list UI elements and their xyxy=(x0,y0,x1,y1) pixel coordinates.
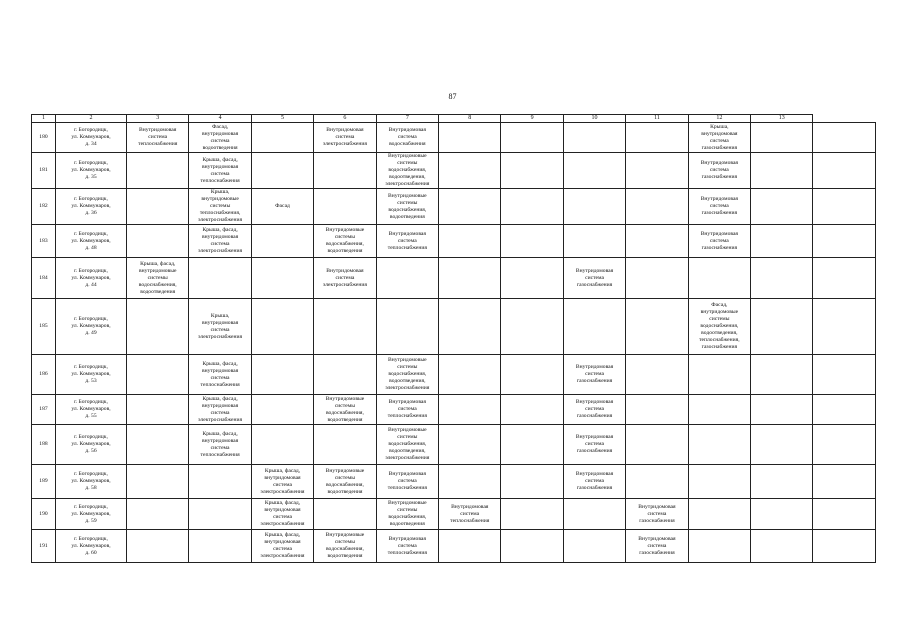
work-cell xyxy=(563,530,625,563)
work-cell xyxy=(439,189,501,225)
work-cell xyxy=(251,225,313,258)
work-text: Внутридомовая система электроснабжения xyxy=(322,267,367,288)
work-cell xyxy=(314,465,376,499)
address-cell xyxy=(56,189,127,225)
work-cell xyxy=(751,465,813,499)
work-cell xyxy=(563,499,625,530)
work-cell xyxy=(626,465,688,499)
work-cell xyxy=(251,189,313,225)
work-cell xyxy=(626,299,688,355)
work-text: Внутридомовая система газоснабжения xyxy=(575,267,614,288)
work-cell xyxy=(563,299,625,355)
work-cell xyxy=(376,530,438,563)
work-cell xyxy=(127,299,189,355)
work-cell xyxy=(501,299,563,355)
work-cell xyxy=(563,395,625,425)
work-cell xyxy=(626,123,688,153)
column-header: 12 xyxy=(688,115,750,123)
address-text: г. Богородицк, ул. Коммунаров, д. 49 xyxy=(71,316,111,336)
work-cell xyxy=(563,225,625,258)
work-cell xyxy=(376,258,438,299)
page-number: 87 xyxy=(448,92,457,101)
work-text: Внутридомовая система водоснабжения xyxy=(388,127,426,147)
work-text: Внутридомовая система теплоснабжения xyxy=(387,535,427,556)
work-text: Крыша, фасад, внутридомовая система электроснабжения xyxy=(260,532,305,559)
table-row xyxy=(32,189,876,225)
work-cell xyxy=(189,355,251,395)
work-cell xyxy=(376,153,438,189)
table-row xyxy=(32,153,876,189)
row-number: 181 xyxy=(32,153,56,189)
work-cell xyxy=(189,499,251,530)
work-cell xyxy=(813,225,876,258)
work-cell xyxy=(314,499,376,530)
work-cell xyxy=(439,530,501,563)
header-row xyxy=(32,115,876,123)
work-cell xyxy=(376,395,438,425)
work-cell xyxy=(563,465,625,499)
work-cell xyxy=(813,189,876,225)
work-cell xyxy=(314,258,376,299)
work-cell xyxy=(626,153,688,189)
work-text: Внутридомовая система газоснабжения xyxy=(700,160,739,180)
work-cell xyxy=(501,530,563,563)
work-cell xyxy=(314,395,376,425)
work-text: Внутридомовая система газоснабжения xyxy=(638,535,676,556)
work-cell xyxy=(688,189,750,225)
work-cell xyxy=(127,225,189,258)
work-cell xyxy=(501,395,563,425)
row-number: 184 xyxy=(32,258,56,299)
address-text: г. Богородицк, ул. Коммунаров, д. 60 xyxy=(71,535,111,556)
work-cell xyxy=(189,395,251,425)
work-cell xyxy=(251,465,313,499)
work-cell xyxy=(314,225,376,258)
work-cell xyxy=(563,189,625,225)
work-cell xyxy=(751,425,813,465)
work-text: Крыша, фасад, внутридомовая система электроснабжения xyxy=(198,227,243,254)
work-cell xyxy=(501,499,563,530)
address-text: г. Богородицк, ул. Коммунаров, д. 56 xyxy=(71,434,111,454)
work-cell xyxy=(251,499,313,530)
work-cell xyxy=(626,499,688,530)
address-cell xyxy=(56,299,127,355)
work-cell xyxy=(751,123,813,153)
work-cell xyxy=(314,153,376,189)
work-cell xyxy=(314,299,376,355)
work-cell xyxy=(439,499,501,530)
work-text: Крыша, фасад, внутридомовая система теплоснабжения xyxy=(200,156,240,184)
work-text: Внутридомовая система газоснабжения xyxy=(575,399,614,419)
work-text: Крыша, фасад, внутридомовая система электроснабжения xyxy=(198,395,243,423)
address-cell xyxy=(56,465,127,499)
work-cell xyxy=(189,299,251,355)
work-cell xyxy=(501,355,563,395)
work-cell xyxy=(439,395,501,425)
work-text: Крыша, внутридомовые системы теплоснабжения, электроснабжения xyxy=(198,189,243,223)
work-cell xyxy=(751,530,813,563)
work-cell xyxy=(751,153,813,189)
work-text: Внутридомовые системы водоснабжения, водоотведения, электроснабжения xyxy=(385,357,430,391)
work-cell xyxy=(626,395,688,425)
address-text: г. Богородицк, ул. Коммунаров, д. 36 xyxy=(71,196,111,216)
work-cell xyxy=(563,258,625,299)
work-cell xyxy=(251,123,313,153)
work-text: Фасад xyxy=(275,203,290,209)
work-cell xyxy=(688,225,750,258)
work-cell xyxy=(751,225,813,258)
row-number: 191 xyxy=(32,530,56,563)
work-cell xyxy=(563,153,625,189)
work-text: Крыша, фасад, внутридомовая система электроснабжения xyxy=(260,467,305,495)
work-cell xyxy=(626,189,688,225)
work-cell xyxy=(813,153,876,189)
work-cell xyxy=(501,425,563,465)
work-cell xyxy=(314,123,376,153)
work-cell xyxy=(751,258,813,299)
work-cell xyxy=(626,355,688,395)
work-cell xyxy=(189,153,251,189)
work-cell xyxy=(127,153,189,189)
work-text: Внутридомовые системы водоснабжения, водоотведения xyxy=(325,395,365,423)
work-cell xyxy=(688,153,750,189)
work-cell xyxy=(439,258,501,299)
work-cell xyxy=(688,499,750,530)
column-header: 7 xyxy=(376,115,438,123)
work-cell xyxy=(813,258,876,299)
table-header xyxy=(32,115,876,123)
work-text: Внутридомовые системы водоснабжения, водоотведения xyxy=(325,532,365,559)
work-cell xyxy=(626,225,688,258)
work-cell xyxy=(501,189,563,225)
table-row xyxy=(32,425,876,465)
address-text: г. Богородицк, ул. Коммунаров, д. 48 xyxy=(71,230,111,251)
work-cell xyxy=(251,299,313,355)
work-cell xyxy=(813,299,876,355)
work-cell xyxy=(189,530,251,563)
work-cell xyxy=(563,123,625,153)
work-cell xyxy=(251,395,313,425)
work-text: Фасад, внутридомовая система водоотведения xyxy=(201,123,239,151)
address-cell xyxy=(56,530,127,563)
work-cell xyxy=(127,425,189,465)
column-header: 8 xyxy=(439,115,501,123)
row-number: 190 xyxy=(32,499,56,530)
work-cell xyxy=(439,355,501,395)
work-text: Крыша, внутридомовая система газоснабжения xyxy=(701,123,738,151)
column-header: 4 xyxy=(189,115,251,123)
work-cell xyxy=(688,123,750,153)
work-cell xyxy=(688,530,750,563)
work-cell xyxy=(376,355,438,395)
work-cell xyxy=(189,425,251,465)
work-cell xyxy=(127,395,189,425)
work-text: Внутридомовая система газоснабжения xyxy=(700,230,739,251)
work-cell xyxy=(501,465,563,499)
work-cell xyxy=(813,499,876,530)
address-text: г. Богородицк, ул. Коммунаров, д. 53 xyxy=(71,364,111,384)
row-number: 187 xyxy=(32,395,56,425)
table-row xyxy=(32,258,876,299)
work-cell xyxy=(439,425,501,465)
table-row xyxy=(32,530,876,563)
work-cell xyxy=(376,225,438,258)
address-cell xyxy=(56,123,127,153)
work-cell xyxy=(251,355,313,395)
work-text: Крыша, фасад, внутридомовая система теплоснабжения xyxy=(200,360,240,388)
work-cell xyxy=(688,395,750,425)
work-cell xyxy=(376,465,438,499)
column-header: 2 xyxy=(56,115,127,123)
work-cell xyxy=(314,189,376,225)
work-cell xyxy=(127,499,189,530)
work-cell xyxy=(439,123,501,153)
column-header: 3 xyxy=(127,115,189,123)
address-text: г. Богородицк, ул. Коммунаров, д. 35 xyxy=(71,160,111,180)
row-number: 182 xyxy=(32,189,56,225)
work-text: Внутридомовые системы водоснабжения, водоотведения xyxy=(325,227,365,254)
work-cell xyxy=(626,258,688,299)
row-number: 189 xyxy=(32,465,56,499)
work-cell xyxy=(127,530,189,563)
work-text: Внутридомовая система газоснабжения xyxy=(700,196,739,216)
address-text: г. Богородицк, ул. Коммунаров, д. 55 xyxy=(71,399,111,419)
work-cell xyxy=(626,530,688,563)
table-row xyxy=(32,499,876,530)
row-number: 180 xyxy=(32,123,56,153)
address-cell xyxy=(56,355,127,395)
column-header: 6 xyxy=(314,115,376,123)
work-text: Внутридомовая система теплоснабжения xyxy=(387,471,427,491)
work-cell xyxy=(376,425,438,465)
work-text: Внутридомовые системы водоснабжения, водоотведения, электроснабжения xyxy=(385,427,430,461)
work-cell xyxy=(501,258,563,299)
work-cell xyxy=(189,225,251,258)
work-text: Фасад, внутридомовые системы водоснабжения, водоотведения, теплоснабжения, газоснабжения xyxy=(699,302,740,350)
work-cell xyxy=(563,425,625,465)
work-text: Внутридомовые системы водоснабжения, водоотведения xyxy=(388,500,427,527)
work-cell xyxy=(314,425,376,465)
column-header: 11 xyxy=(626,115,688,123)
work-cell xyxy=(189,123,251,153)
row-number: 183 xyxy=(32,225,56,258)
work-cell xyxy=(189,465,251,499)
work-cell xyxy=(189,189,251,225)
work-cell xyxy=(314,355,376,395)
work-cell xyxy=(439,153,501,189)
work-text: Крыша, фасад, внутридомовая система электроснабжения xyxy=(260,500,305,527)
address-text: г. Богородицк, ул. Коммунаров, д. 59 xyxy=(71,503,111,524)
table-row xyxy=(32,355,876,395)
work-cell xyxy=(813,465,876,499)
address-cell xyxy=(56,258,127,299)
work-cell xyxy=(688,355,750,395)
column-header: 1 xyxy=(32,115,56,123)
address-cell xyxy=(56,153,127,189)
work-cell xyxy=(626,425,688,465)
work-cell xyxy=(751,395,813,425)
work-cell xyxy=(813,355,876,395)
work-cell xyxy=(501,225,563,258)
work-cell xyxy=(813,395,876,425)
work-text: Внутридомовая система теплоснабжения xyxy=(138,127,178,147)
work-text: Внутридомовая система газоснабжения xyxy=(638,503,676,524)
work-cell xyxy=(251,425,313,465)
work-cell xyxy=(127,123,189,153)
table-row xyxy=(32,225,876,258)
work-cell xyxy=(813,530,876,563)
work-cell xyxy=(751,499,813,530)
address-cell xyxy=(56,499,127,530)
address-text: г. Богородицк, ул. Коммунаров, д. 58 xyxy=(71,471,111,491)
work-cell xyxy=(189,258,251,299)
work-cell xyxy=(376,189,438,225)
work-cell xyxy=(813,425,876,465)
work-text: Крыша, фасад, внутридомовая система теплоснабжения xyxy=(200,430,240,458)
table-row xyxy=(32,123,876,153)
address-cell xyxy=(56,425,127,465)
work-cell xyxy=(688,258,750,299)
work-cell xyxy=(688,465,750,499)
work-cell xyxy=(688,425,750,465)
work-cell xyxy=(751,299,813,355)
table-body xyxy=(32,123,876,563)
work-cell xyxy=(127,355,189,395)
work-text: Внутридомовые системы водоснабжения, водоотведения xyxy=(388,192,427,220)
table-row xyxy=(32,465,876,499)
work-text: Внутридомовая система газоснабжения xyxy=(575,434,614,454)
work-text: Внутридомовые системы водоснабжения, водоотведения, электроснабжения xyxy=(385,153,430,187)
work-cell xyxy=(813,123,876,153)
work-cell xyxy=(751,189,813,225)
row-number: 186 xyxy=(32,355,56,395)
work-text: Внутридомовая система газоснабжения xyxy=(575,364,614,384)
work-text: Крыша, внутридомовая система электроснабжения xyxy=(198,312,243,340)
repair-schedule-table xyxy=(31,114,876,563)
work-cell xyxy=(563,355,625,395)
work-cell xyxy=(439,225,501,258)
address-cell xyxy=(56,395,127,425)
work-text: Внутридомовая система электроснабжения xyxy=(322,127,367,147)
row-number: 185 xyxy=(32,299,56,355)
work-cell xyxy=(127,465,189,499)
table-row xyxy=(32,299,876,355)
work-cell xyxy=(688,299,750,355)
work-cell xyxy=(251,530,313,563)
address-cell xyxy=(56,225,127,258)
work-cell xyxy=(127,189,189,225)
column-header: 13 xyxy=(751,115,813,123)
work-cell xyxy=(376,299,438,355)
work-cell xyxy=(501,153,563,189)
work-cell xyxy=(376,499,438,530)
work-text: Внутридомовая система газоснабжения xyxy=(575,471,614,491)
row-number: 188 xyxy=(32,425,56,465)
work-text: Внутридомовые системы водоснабжения, водоотведения xyxy=(325,467,365,495)
work-cell xyxy=(127,258,189,299)
work-cell xyxy=(376,123,438,153)
work-text: Внутридомовая система теплоснабжения xyxy=(387,399,427,419)
address-text: г. Богородицк, ул. Коммунаров, д. 44 xyxy=(71,267,111,288)
work-cell xyxy=(439,299,501,355)
table-row xyxy=(32,395,876,425)
work-text: Крыша, фасад, внутридомовые системы водоснабжения, водоотведения xyxy=(138,260,177,295)
work-cell xyxy=(314,530,376,563)
work-text: Внутридомовая система теплоснабжения xyxy=(387,230,427,251)
work-cell xyxy=(251,258,313,299)
work-cell xyxy=(439,465,501,499)
address-text: г. Богородицк, ул. Коммунаров, д. 34 xyxy=(71,127,111,147)
column-header: 5 xyxy=(251,115,313,123)
column-header: 9 xyxy=(501,115,563,123)
column-header: 10 xyxy=(563,115,625,123)
work-cell xyxy=(251,153,313,189)
work-cell xyxy=(501,123,563,153)
work-cell xyxy=(751,355,813,395)
work-text: Внутридомовая система теплоснабжения xyxy=(450,503,490,524)
